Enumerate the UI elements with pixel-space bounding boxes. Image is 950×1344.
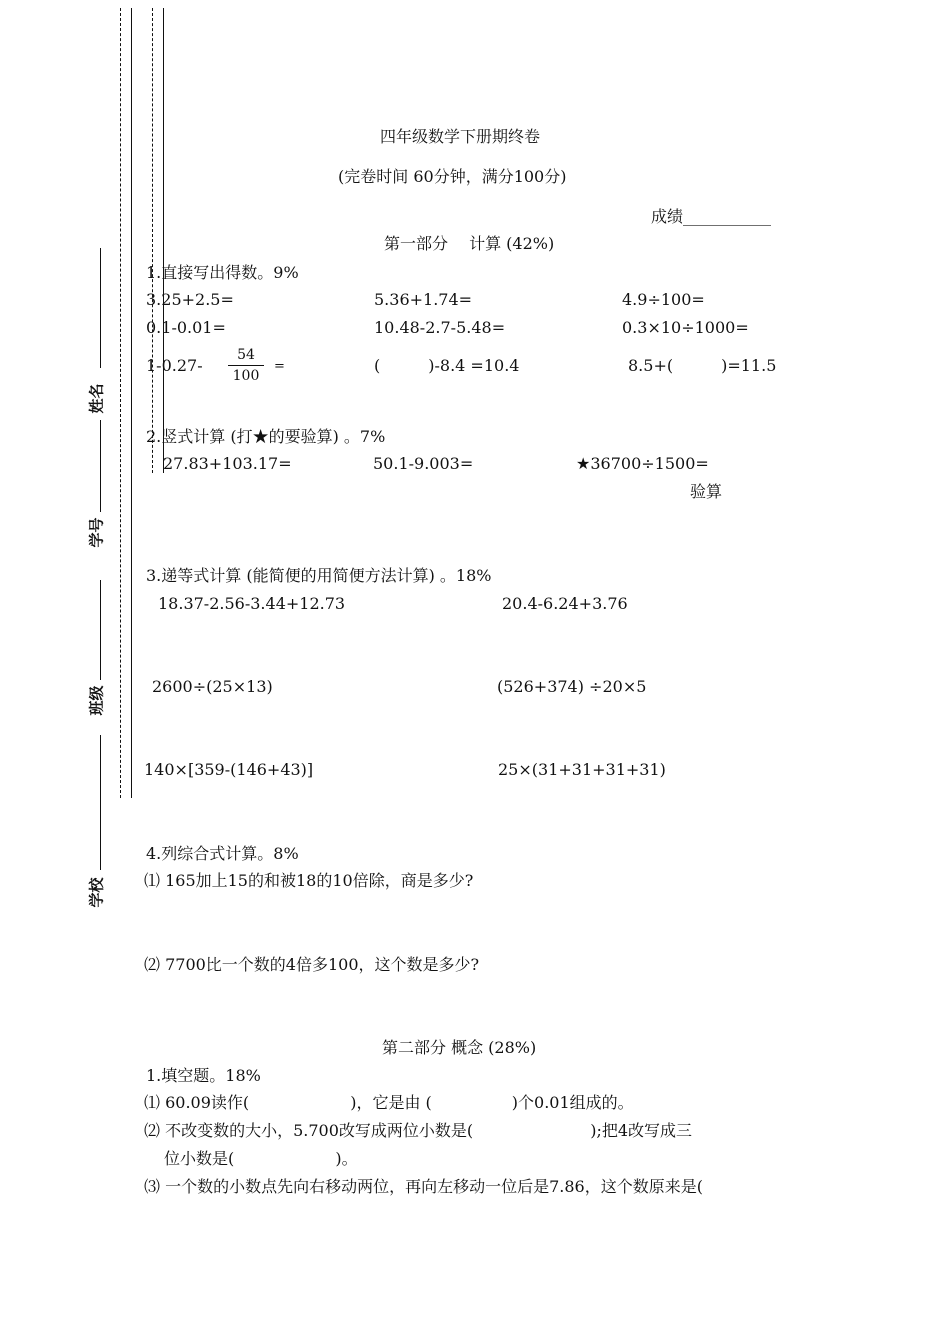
fraction-numerator: 54: [237, 347, 255, 363]
p2-q1-line-1: ⑴ 60.09读作( )，它是由 ( )个0.01组成的。: [144, 1093, 634, 1112]
name-label: 姓名: [87, 383, 106, 414]
q3-item-6: 25×(31+31+31+31): [498, 760, 666, 779]
q4-title: 4.列综合式计算。8%: [146, 844, 299, 863]
q1-r1-c3: 4.9÷100=: [622, 290, 705, 309]
student-id-label: 学号: [87, 517, 106, 548]
q1-r3-c2: ( )-8.4 =10.4: [374, 356, 520, 375]
class-field-line[interactable]: [100, 580, 101, 680]
q1-r3-c1-suffix: =: [274, 359, 285, 374]
binding-solid-line-2: [163, 8, 164, 473]
fraction-bar: [228, 365, 264, 366]
q1-r3-c1-prefix: 1-0.27-: [146, 356, 203, 375]
class-label: 班级: [87, 685, 106, 716]
binding-solid-line-1: [131, 8, 132, 798]
part1-heading: 第一部分 计算 (42%): [384, 234, 555, 253]
q2-item-1: 27.83+103.17=: [163, 454, 292, 473]
q1-r1-c1: 3.25+2.5=: [146, 290, 234, 309]
q2-item-2: 50.1-9.003=: [373, 454, 474, 473]
q3-item-3: 2600÷(25×13): [152, 677, 273, 696]
q4-item-1: ⑴ 165加上15的和被18的10倍除，商是多少?: [144, 871, 474, 890]
q2-title: 2.竖式计算 (打★的要验算) 。7%: [146, 427, 386, 446]
score-field[interactable]: 成绩___________: [651, 207, 772, 226]
exam-subtitle: (完卷时间 60分钟，满分100分): [338, 167, 567, 186]
school-field-line[interactable]: [100, 735, 101, 870]
q1-r1-c2: 5.36+1.74=: [374, 290, 473, 309]
exam-title: 四年级数学下册期终卷: [380, 127, 541, 146]
q3-title: 3.递等式计算 (能简便的用简便方法计算) 。18%: [146, 566, 492, 585]
school-label: 学校: [87, 877, 106, 908]
p2-q1-title: 1.填空题。18%: [146, 1066, 261, 1085]
q2-item-3: ★36700÷1500=: [576, 454, 709, 473]
p2-q1-line-2: ⑵ 不改变数的大小，5.700改写成两位小数是( );把4改写成三: [144, 1121, 693, 1140]
p2-q1-line-4: ⑶ 一个数的小数点先向右移动两位，再向左移动一位后是7.86，这个数原来是(: [144, 1177, 703, 1196]
q1-fraction: [228, 348, 264, 383]
q1-r2-c2: 10.48-2.7-5.48=: [374, 318, 506, 337]
q1-r3-c3: 8.5+( )=11.5: [628, 356, 777, 375]
q4-item-2: ⑵ 7700比一个数的4倍多100，这个数是多少?: [144, 955, 480, 974]
q1-title: 1.直接写出得数。9%: [146, 263, 299, 282]
q1-r2-c1: 0.1-0.01=: [146, 318, 226, 337]
binding-dashed-line-1: [120, 8, 121, 798]
q3-item-2: 20.4-6.24+3.76: [502, 594, 628, 613]
q2-check-label: 验算: [690, 482, 723, 501]
q3-item-5: 140×[359-(146+43)]: [144, 760, 314, 779]
name-field-line[interactable]: [100, 248, 101, 368]
binding-dashed-line-2: [152, 8, 153, 473]
student-id-field-line[interactable]: [100, 420, 101, 512]
p2-q1-line-3: 位小数是( )。: [164, 1149, 358, 1168]
part2-heading: 第二部分 概念 (28%): [382, 1038, 537, 1057]
fraction-denominator: 100: [232, 368, 260, 384]
q3-item-1: 18.37-2.56-3.44+12.73: [158, 594, 346, 613]
q3-item-4: (526+374) ÷20×5: [497, 677, 647, 696]
q1-r2-c3: 0.3×10÷1000=: [622, 318, 749, 337]
